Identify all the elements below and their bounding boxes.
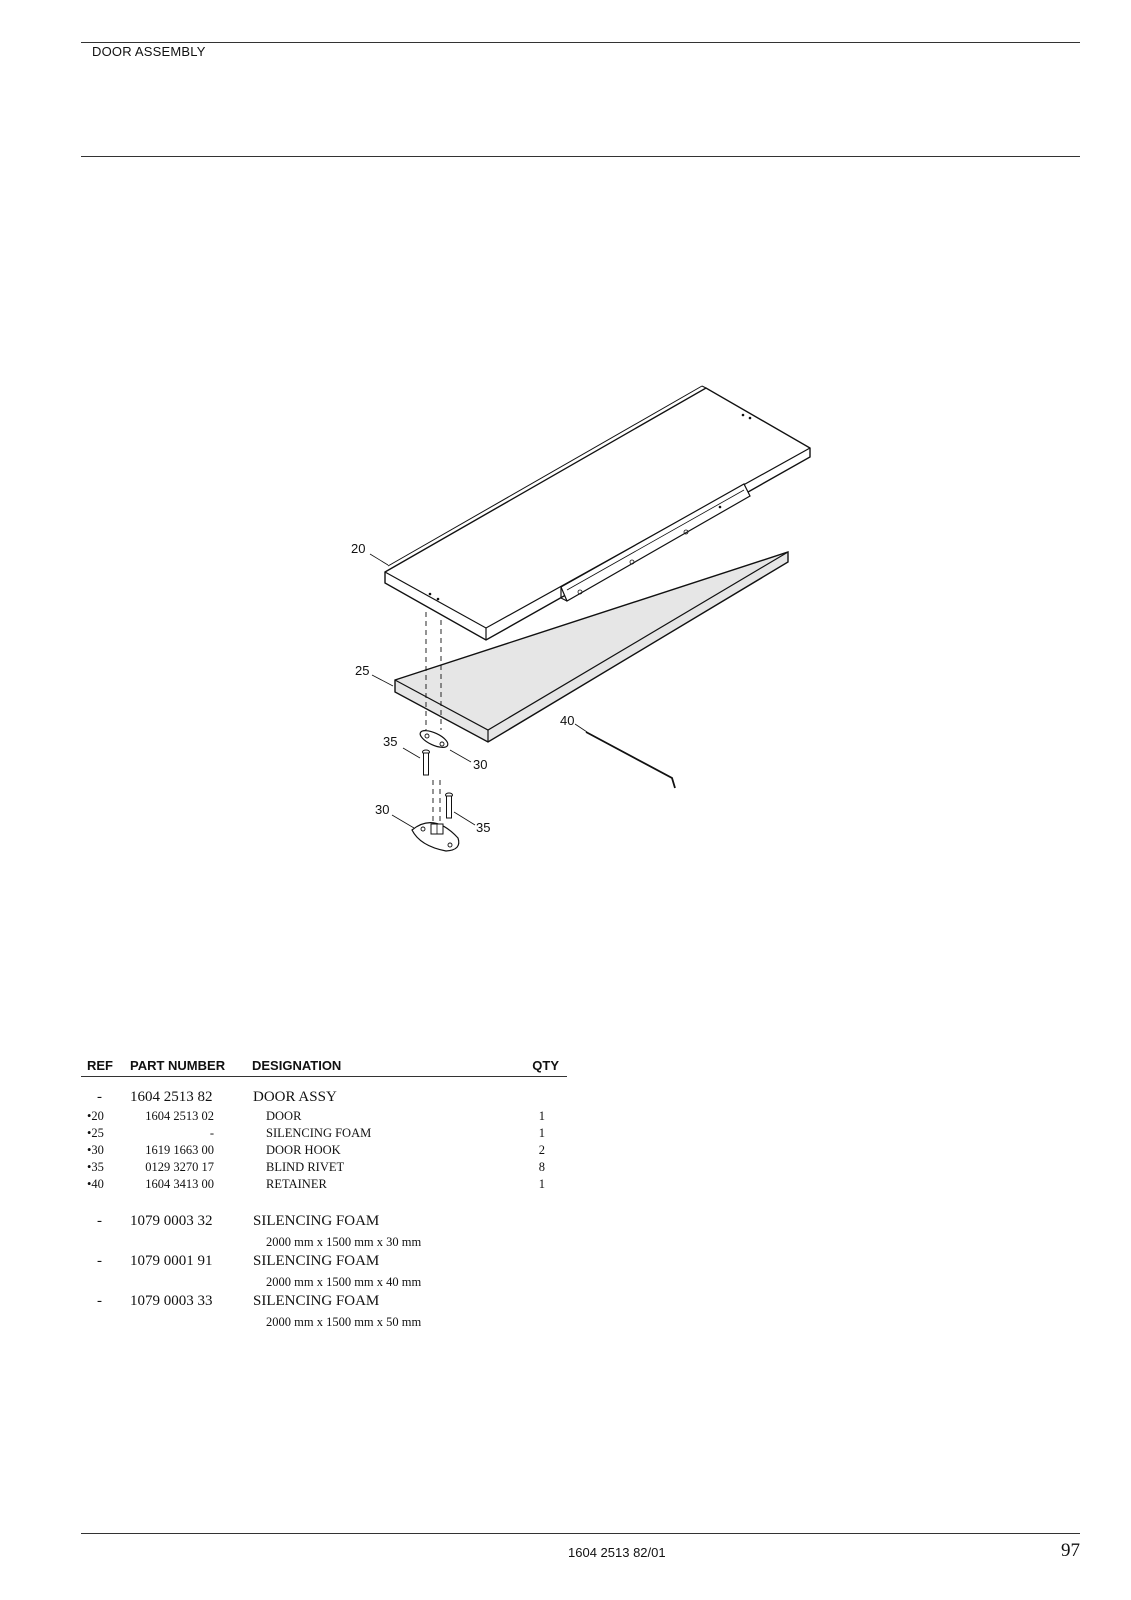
table-row — [81, 1108, 567, 1125]
alignment-lines — [426, 612, 441, 826]
cell-part-number: 0129 3270 17 — [145, 1160, 214, 1174]
table-row-foam-50 — [81, 1291, 567, 1312]
header-designation: DESIGNATION — [252, 1058, 342, 1073]
door-panel — [385, 386, 810, 640]
blind-rivet-upper — [423, 750, 430, 775]
cell-part-number: 1604 2513 02 — [145, 1109, 214, 1123]
cell-ref: - — [97, 1293, 102, 1309]
table-row-foam-40 — [81, 1251, 567, 1272]
cell-ref: •35 — [87, 1160, 104, 1174]
table-row — [81, 1176, 567, 1193]
cell-part-number: 1619 1663 00 — [145, 1143, 214, 1157]
cell-ref: - — [97, 1253, 102, 1269]
cell-designation: SILENCING FOAM — [266, 1126, 372, 1140]
callout-35-upper: 35 — [383, 734, 398, 749]
cell-part-number: 1079 0001 91 — [130, 1253, 213, 1269]
cell-designation: SILENCING FOAM — [253, 1293, 380, 1309]
cell-qty: 1 — [538, 1109, 545, 1123]
cell-designation: DOOR — [266, 1109, 302, 1123]
cell-qty: 1 — [538, 1177, 545, 1191]
cell-designation: SILENCING FOAM — [253, 1213, 380, 1229]
cell-designation: RETAINER — [266, 1177, 327, 1191]
blind-rivet-lower — [446, 793, 453, 818]
cell-ref: •40 — [87, 1177, 104, 1191]
page-title: DOOR ASSEMBLY — [92, 44, 206, 59]
footer-rule — [81, 1533, 1080, 1534]
callout-30-lower: 30 — [375, 802, 390, 817]
cell-ref: - — [97, 1089, 102, 1105]
door-hook-upper — [418, 727, 450, 751]
callout-30-upper: 30 — [473, 757, 488, 772]
cell-designation: DOOR HOOK — [266, 1143, 341, 1157]
cell-ref: - — [97, 1213, 102, 1229]
door-hook-lower — [412, 823, 459, 851]
table-header — [81, 1052, 567, 1077]
cell-qty: 2 — [538, 1143, 545, 1157]
header-ref: REF — [87, 1058, 113, 1073]
table-row-note — [81, 1312, 567, 1331]
table-row — [81, 1125, 567, 1142]
cell-designation: DOOR ASSY — [253, 1089, 337, 1105]
callout-25: 25 — [355, 663, 370, 678]
parts-table — [81, 1052, 567, 1331]
table-row-note — [81, 1272, 567, 1291]
callout-20: 20 — [351, 541, 366, 556]
cell-dimensions: 2000 mm x 1500 mm x 30 mm — [266, 1235, 422, 1249]
callout-40: 40 — [560, 713, 575, 728]
table-row — [81, 1159, 567, 1176]
retainer-wire — [586, 732, 675, 788]
table-row-note — [81, 1232, 567, 1251]
cell-designation: BLIND RIVET — [266, 1160, 345, 1174]
cell-ref: •20 — [87, 1109, 104, 1123]
table-row-foam-30 — [81, 1211, 567, 1232]
cell-ref: •25 — [87, 1126, 104, 1140]
cell-dimensions: 2000 mm x 1500 mm x 50 mm — [266, 1315, 422, 1329]
cell-ref: •30 — [87, 1143, 104, 1157]
document-number: 1604 2513 82/01 — [568, 1545, 666, 1560]
cell-part-number: - — [209, 1126, 214, 1140]
cell-part-number: 1079 0003 33 — [130, 1293, 213, 1309]
cell-designation: SILENCING FOAM — [253, 1253, 380, 1269]
cell-qty: 8 — [538, 1160, 545, 1174]
page-number: 97 — [1061, 1540, 1080, 1561]
cell-part-number: 1079 0003 32 — [130, 1213, 213, 1229]
header-qty: QTY — [532, 1058, 559, 1073]
cell-part-number: 1604 2513 82 — [130, 1089, 213, 1105]
table-row-door-assy — [81, 1087, 567, 1108]
cell-qty: 1 — [538, 1126, 545, 1140]
header-part-number: PART NUMBER — [130, 1058, 226, 1073]
callout-35-lower: 35 — [476, 820, 491, 835]
table-row — [81, 1142, 567, 1159]
cell-part-number: 1604 3413 00 — [145, 1177, 214, 1191]
cell-dimensions: 2000 mm x 1500 mm x 40 mm — [266, 1275, 422, 1289]
